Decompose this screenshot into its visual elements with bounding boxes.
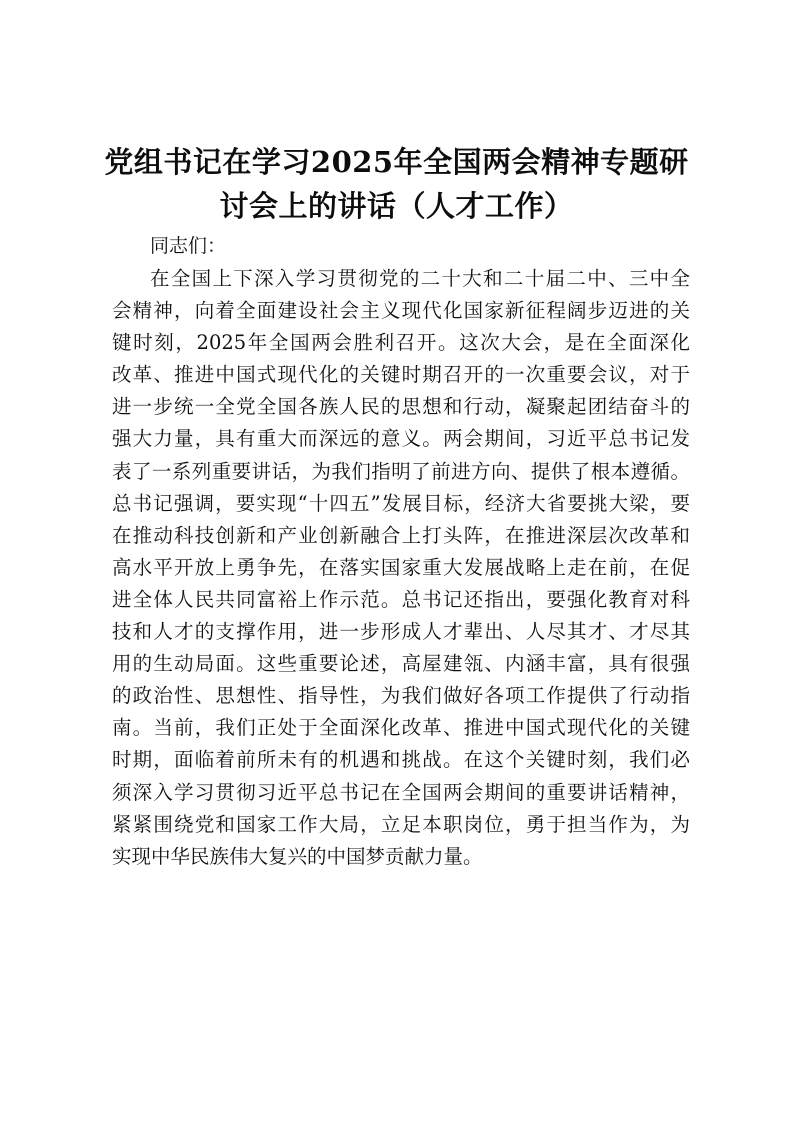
salutation: 同志们： — [150, 235, 227, 257]
paragraph-line: 改革、推进中国式现代化的关键时期召开的一次重要会议，对于 — [112, 363, 690, 387]
paragraph-line: 须深入学习贯彻习近平总书记在全国两会期间的重要讲话精神， — [112, 780, 690, 804]
paragraph-line: 在全国上下深入学习贯彻党的二十大和二十届二中、三中全 — [150, 267, 690, 290]
paragraph-line: 南。当前，我们正处于全面深化改革、推进中国式现代化的关键 — [112, 716, 690, 740]
paragraph-line: 在推动科技创新和产业创新融合上打头阵，在推进深层次改革和 — [112, 523, 690, 547]
paragraph-line: 会精神，向着全面建设社会主义现代化国家新征程阔步迈进的关 — [112, 299, 690, 323]
title-line-2: 讨会上的讲话（人才工作） — [219, 189, 574, 223]
paragraph-line: 强大力量，具有重大而深远的意义。两会期间，习近平总书记发 — [112, 427, 690, 451]
paragraph-line: 进全体人民共同富裕上作示范。总书记还指出，要强化教育对科 — [112, 587, 690, 611]
paragraph-line: 键时刻，2025年全国两会胜利召开。这次大会，是在全面深化 — [112, 331, 690, 355]
paragraph-line: 进一步统一全党全国各族人民的思想和行动，凝聚起团结奋斗的 — [112, 395, 690, 419]
opening-paragraph — [112, 263, 690, 873]
paragraph-line: 表了一系列重要讲话，为我们指明了前进方向、提供了根本遵循。 — [112, 459, 690, 483]
title-line-1: 党组书记在学习2025年全国两会精神专题研 — [104, 145, 689, 179]
document-title — [100, 140, 693, 228]
paragraph-line: 高水平开放上勇争先，在落实国家重大发展战略上走在前，在促 — [112, 555, 690, 579]
paragraph-line: 技和人才的支撑作用，进一步形成人才辈出、人尽其才、才尽其 — [112, 620, 690, 644]
document-body — [112, 230, 690, 873]
paragraph-line: 总书记强调，要实现“十四五”发展目标，经济大省要挑大梁，要 — [112, 491, 690, 515]
paragraph-line: 用的生动局面。这些重要论述，高屋建瓴、内涵丰富，具有很强 — [112, 652, 690, 676]
paragraph-line: 紧紧围绕党和国家工作大局，立足本职岗位，勇于担当作为，为 — [112, 812, 690, 836]
paragraph-line: 实现中华民族伟大复兴的中国梦贡献力量。 — [112, 844, 483, 868]
paragraph-line: 的政治性、思想性、指导性，为我们做好各项工作提供了行动指 — [112, 684, 690, 708]
paragraph-line: 时期，面临着前所未有的机遇和挑战。在这个关键时刻，我们必 — [112, 748, 690, 772]
